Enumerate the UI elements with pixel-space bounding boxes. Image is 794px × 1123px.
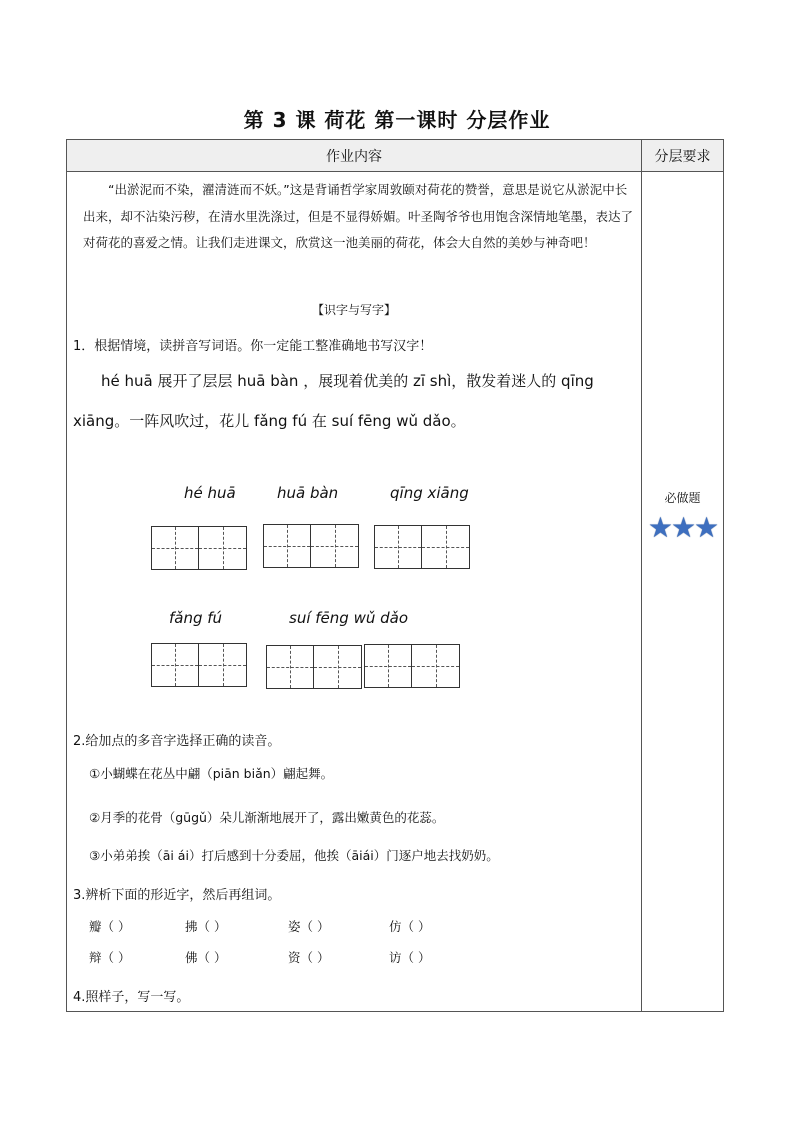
writing-cell[interactable] bbox=[263, 524, 311, 568]
question-2-item: ②月季的花骨（gūgǔ）朵儿渐渐地展开了，露出嫩黄色的花蕊。 bbox=[89, 810, 445, 825]
word-group-item: 瓣（ ） bbox=[89, 919, 131, 934]
word-group-item: 佛（ ） bbox=[185, 950, 227, 965]
writing-grid[interactable] bbox=[266, 645, 362, 689]
section-heading: 【识字与写字】 bbox=[311, 303, 396, 317]
writing-cell[interactable] bbox=[314, 645, 362, 689]
word-group-item: 访（ ） bbox=[389, 950, 431, 965]
pinyin-label: qīng xiāng bbox=[390, 484, 469, 502]
writing-cell[interactable] bbox=[199, 526, 247, 570]
word-group-item: 拂（ ） bbox=[185, 919, 227, 934]
writing-cell[interactable] bbox=[422, 525, 470, 569]
word-group-item: 姿（ ） bbox=[288, 919, 330, 934]
question-4-title: 4.照样子，写一写。 bbox=[73, 990, 190, 1005]
word-group-item: 仿（ ） bbox=[389, 919, 431, 934]
word-group-item: 资（ ） bbox=[288, 950, 330, 965]
writing-cell[interactable] bbox=[412, 644, 460, 688]
writing-cell[interactable] bbox=[266, 645, 314, 689]
page-title: 第 3 课 荷花 第一课时 分层作业 bbox=[243, 108, 551, 132]
pinyin-label: huā bàn bbox=[277, 484, 339, 502]
header-level: 分层要求 bbox=[654, 149, 711, 165]
question-1-line1: hé huā 展开了层层 huā bàn ，展现着优美的 zī shì，散发着迷人的 qīng bbox=[101, 372, 594, 390]
question-1-title: 1．根据情境，读拼音写词语。你一定能工整准确地书写汉字！ bbox=[73, 339, 433, 354]
writing-grid[interactable] bbox=[364, 644, 460, 688]
intro-paragraph: “出淤泥而不染，濯清涟而不妖。”这是背诵哲学家周敦颐对荷花的赞誉，意思是说它从淤泥中长出来，却不沾染污秽，在清水里洗涤过，但是不显得娇媚。叶圣陶爷爷也用饱含深情地笔墨，表达了对荷花的喜爱之情。让我们走进课文，欣赏这一池美丽的荷花，体会大自然的美妙与神奇吧！ bbox=[83, 182, 634, 250]
column-divider bbox=[641, 140, 642, 1011]
writing-grid[interactable] bbox=[263, 524, 359, 568]
question-2-item: ③小弟弟挨（āi ái）打后感到十分委屈，他挨（āiái）门逐户地去找奶奶。 bbox=[89, 848, 499, 863]
question-1-line2: xiāng。一阵风吹过，花儿 fǎng fú 在 suí fēng wǔ dǎo。 bbox=[73, 412, 466, 430]
star-rating-icon: ★★★ bbox=[647, 511, 718, 544]
homework-table bbox=[66, 139, 724, 1012]
pinyin-label: suí fēng wǔ dǎo bbox=[289, 609, 408, 627]
writing-cell[interactable] bbox=[151, 643, 199, 687]
writing-cell[interactable] bbox=[311, 524, 359, 568]
writing-cell[interactable] bbox=[364, 644, 412, 688]
writing-cell[interactable] bbox=[151, 526, 199, 570]
question-3-title: 3.辨析下面的形近字，然后再组词。 bbox=[73, 888, 281, 903]
writing-grid[interactable] bbox=[374, 525, 470, 569]
question-2-item: ①小蝴蝶在花丛中翩（piān biǎn）翩起舞。 bbox=[89, 766, 334, 781]
question-2-title: 2.给加点的多音字选择正确的读音。 bbox=[73, 734, 281, 749]
word-group-item: 辩（ ） bbox=[89, 950, 131, 965]
writing-cell[interactable] bbox=[374, 525, 422, 569]
writing-cell[interactable] bbox=[199, 643, 247, 687]
writing-grid[interactable] bbox=[151, 643, 247, 687]
pinyin-label: fǎng fú bbox=[169, 609, 223, 627]
table-header bbox=[67, 140, 723, 172]
header-content: 作业内容 bbox=[326, 149, 382, 165]
level-label: 必做题 bbox=[664, 491, 701, 505]
pinyin-label: hé huā bbox=[184, 484, 236, 502]
writing-grid[interactable] bbox=[151, 526, 247, 570]
